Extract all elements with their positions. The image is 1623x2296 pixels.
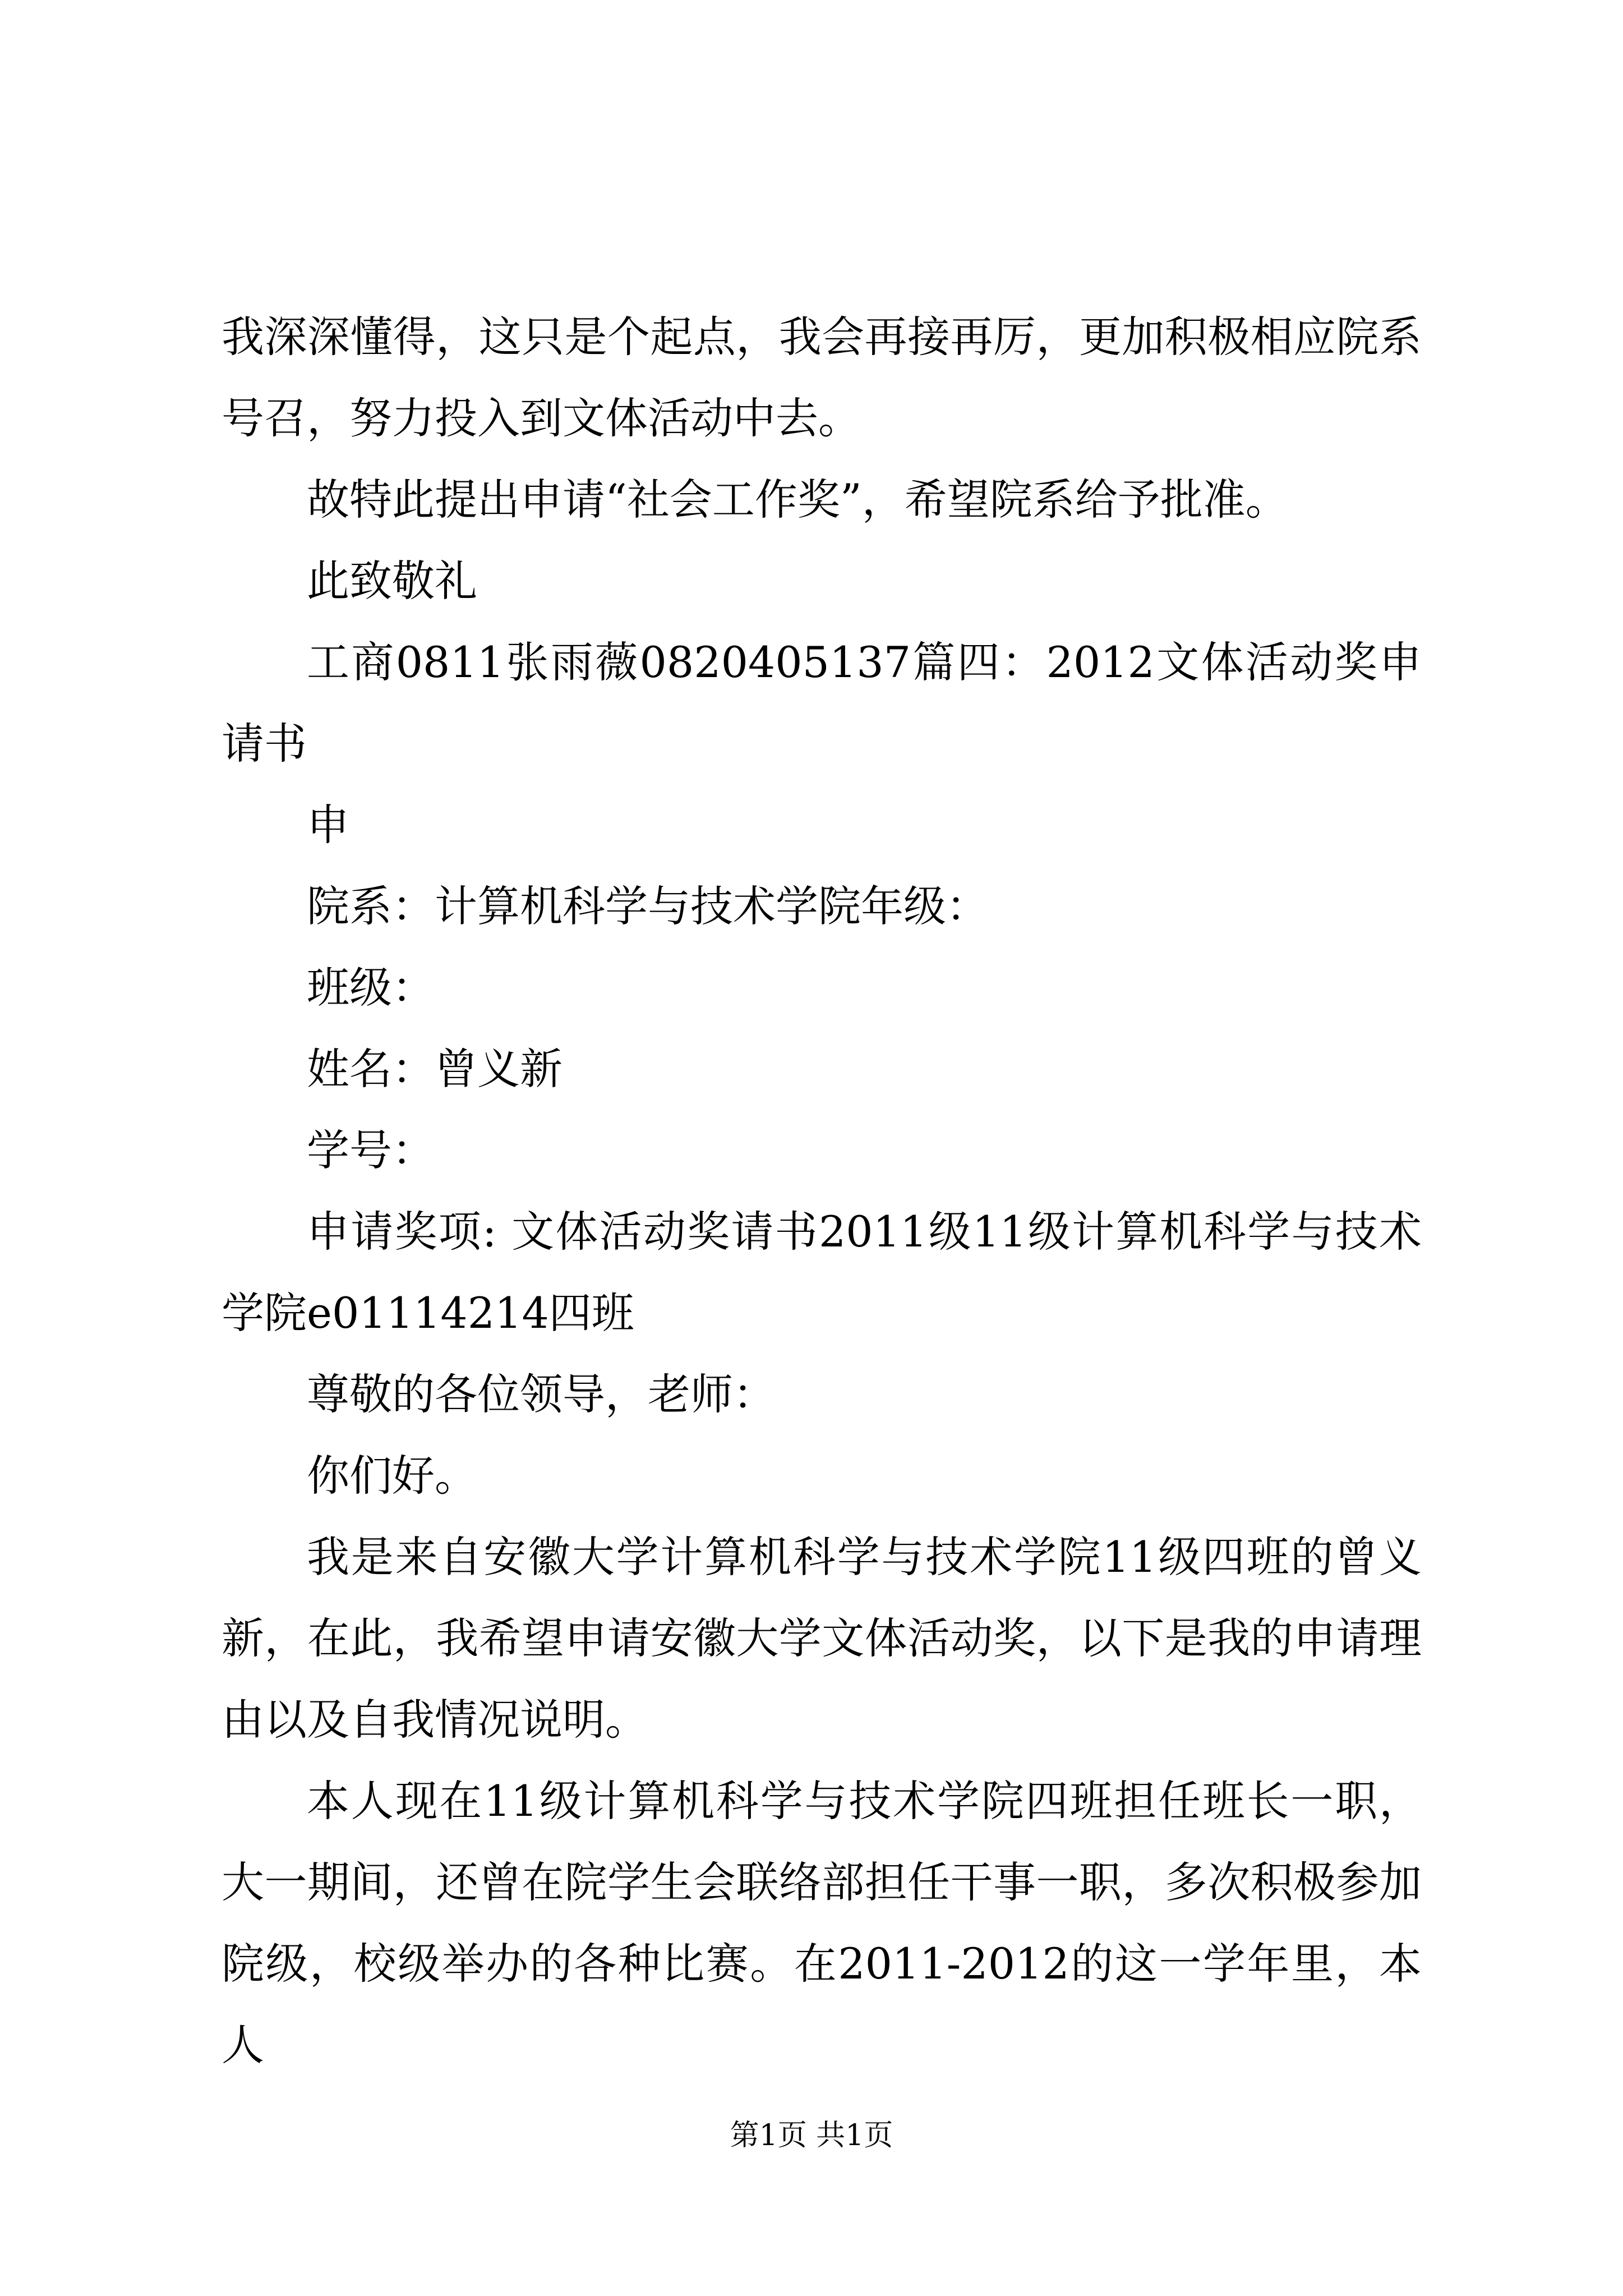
paragraph-14: 本人现在11级计算机科学与技术学院四班担任班长一职，大一期间，还曾在院学生会联络部担任干事一职，多次积极参加院级，校级举办的各种比赛。在2011-2012的这一学年里，本人 (222, 1776, 1422, 2070)
paragraph-11: 尊敬的各位领导，老师： (307, 1369, 776, 1419)
paragraph-1: 我深深懂得，这只是个起点，我会再接再厉，更加积极相应院系号召，努力投入到文体活动中去。 (222, 312, 1422, 443)
paragraph-2: 故特此提出申请“社会工作奖”，希望院系给予批准。 (307, 475, 1288, 524)
paragraph-13: 我是来自安徽大学计算机科学与技术学院11级四班的曾义新，在此，我希望申请安徽大学文体活动奖，以下是我的申请理由以及自我情况说明。 (222, 1532, 1422, 1745)
paragraph-5: 申 (307, 800, 349, 850)
page-number-label: 第1页 共1页 (730, 2119, 893, 2152)
document-body (222, 296, 1422, 2086)
paragraph-7: 班级： (307, 963, 435, 1013)
paragraph-4: 工商0811张雨薇0820405137篇四：2012文体活动奖申请书 (222, 637, 1422, 769)
paragraph-8: 姓名：曾义新 (307, 1044, 562, 1094)
paragraph-3: 此致敬礼 (307, 556, 477, 606)
paragraph-12: 你们好。 (307, 1451, 477, 1501)
paragraph-10: 申请奖项: 文体活动奖请书2011级11级计算机科学与技术学院e01114214四班 (222, 1207, 1422, 1338)
paragraph-6: 院系：计算机科学与技术学院年级： (307, 881, 989, 931)
page-footer (0, 2116, 1623, 2155)
paragraph-9: 学号： (307, 1125, 435, 1175)
